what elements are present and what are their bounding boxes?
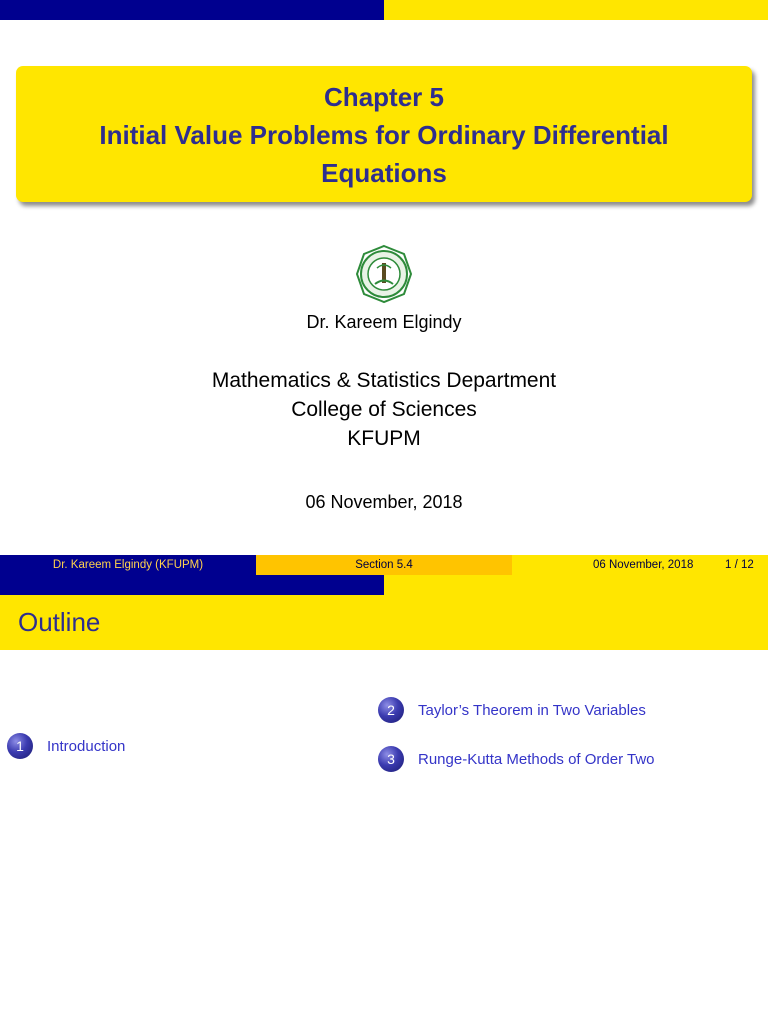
chapter-label: Chapter 5 (324, 82, 444, 112)
footer-author: Dr. Kareem Elgindy (KFUPM) (0, 555, 256, 575)
toc-item-runge-kutta[interactable] (378, 746, 655, 772)
institute-block (0, 366, 768, 453)
author-name: Dr. Kareem Elgindy (306, 312, 462, 332)
toc-item-taylor[interactable] (378, 697, 646, 723)
college: College of Sciences (291, 398, 477, 421)
title-line-1: Initial Value Problems for Ordinary Differential (99, 120, 669, 150)
toc-link-runge-kutta[interactable]: Runge-Kutta Methods of Order Two (418, 750, 655, 768)
footer-right (512, 555, 768, 575)
toc-item-introduction[interactable] (7, 733, 125, 759)
slide2-top-bar-right (384, 575, 768, 595)
outline-title: Outline (18, 607, 101, 637)
title-box (16, 66, 752, 202)
toc-link-taylor[interactable]: Taylor’s Theorem in Two Variables (418, 701, 646, 719)
top-bar-right (384, 0, 768, 20)
item-number-badge: 3 (378, 746, 404, 772)
item-number-badge: 1 (7, 733, 33, 759)
footer-date: 06 November, 2018 (593, 559, 694, 571)
university: KFUPM (347, 427, 421, 450)
department: Mathematics & Statistics Department (211, 369, 557, 392)
title-line-2: Equations (321, 158, 447, 188)
toc-link-introduction[interactable]: Introduction (47, 737, 126, 755)
top-bar-left (0, 0, 384, 20)
frame-title (0, 595, 768, 650)
presentation-date: 06 November, 2018 (305, 492, 463, 512)
item-number-badge: 2 (378, 697, 404, 723)
university-seal-icon (355, 244, 413, 304)
footer-section: Section 5.4 (256, 555, 512, 575)
slide2-top-bar-left (0, 575, 384, 595)
page-number: 1 / 12 (725, 559, 754, 571)
